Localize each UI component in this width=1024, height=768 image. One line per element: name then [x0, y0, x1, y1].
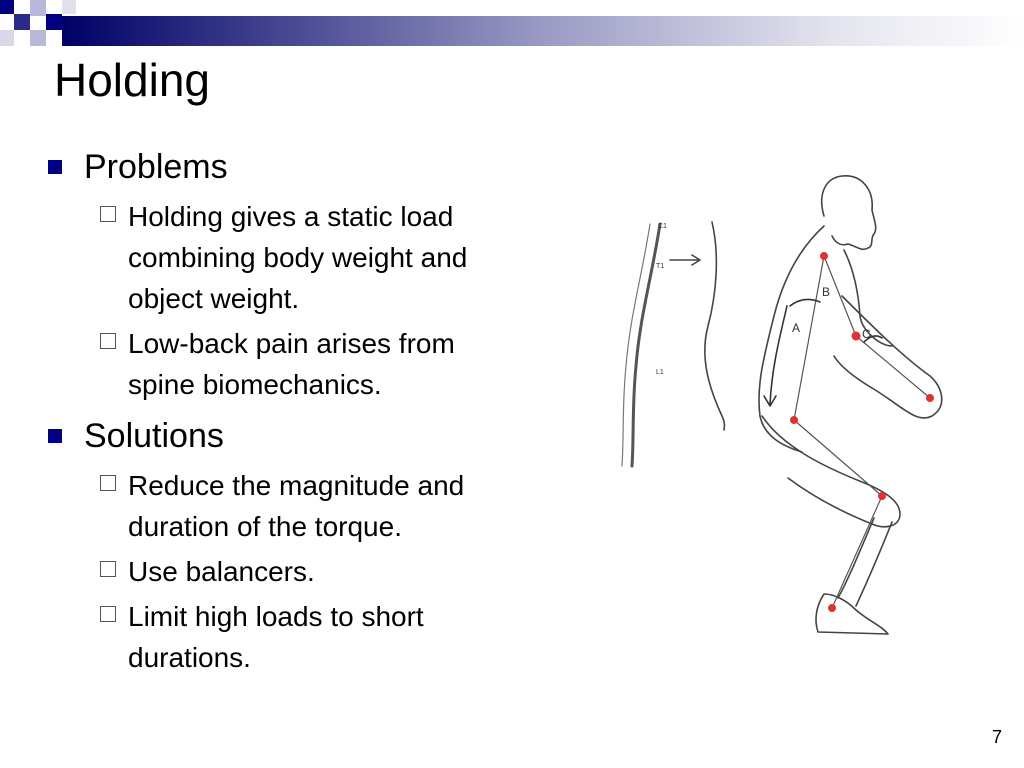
deco-square — [14, 14, 30, 30]
sub-bullet-line: spine biomechanics. — [128, 369, 382, 400]
square-bullet-icon — [48, 429, 62, 443]
hollow-square-bullet-icon — [100, 475, 116, 491]
sub-bullet — [46, 596, 566, 678]
deco-square — [30, 30, 46, 46]
bullet-label: Problems — [84, 148, 228, 186]
top-decoration — [0, 0, 1024, 46]
shank-outline — [838, 518, 892, 606]
angle-label-c: C — [862, 327, 871, 341]
thigh-outline — [762, 416, 900, 527]
angle-label-a: A — [792, 321, 801, 335]
sub-bullet — [46, 551, 566, 592]
spine-illustration — [622, 224, 660, 466]
bullet-problems — [46, 142, 566, 192]
page-number: 7 — [991, 727, 1002, 747]
bullet-label: Solutions — [84, 417, 224, 455]
sub-bullet-line: duration of the torque. — [128, 511, 402, 542]
spine-label-l1: L1 — [656, 369, 664, 376]
sub-bullet-line: Holding gives a static load — [128, 201, 454, 232]
square-bullet-icon — [48, 160, 62, 174]
sub-bullet-line: Low-back pain arises from — [128, 328, 455, 359]
back-outline — [705, 222, 725, 430]
sub-bullet-line: Limit high loads to short — [128, 601, 424, 632]
title-band — [62, 16, 1024, 46]
hollow-square-bullet-icon — [100, 561, 116, 577]
sub-bullet-line: object weight. — [128, 283, 300, 314]
joint-markers — [791, 253, 934, 612]
spine-label-t1: T1 — [656, 263, 665, 270]
sub-bullet-line: combining body weight and — [128, 242, 468, 273]
bullet-solutions — [46, 411, 566, 461]
arm-outline — [834, 296, 942, 418]
spine-label-c1: C1 — [658, 223, 667, 230]
deco-square — [30, 0, 46, 16]
deco-square — [0, 30, 14, 46]
sub-bullet — [46, 465, 566, 547]
slide-title: Holding — [54, 54, 210, 106]
sub-bullet-line: Use balancers. — [128, 556, 315, 587]
foot-outline — [816, 594, 888, 634]
sub-bullet-line: durations. — [128, 642, 251, 673]
squatting-posture-figure — [612, 166, 962, 656]
head-outline — [822, 176, 876, 250]
hollow-square-bullet-icon — [100, 333, 116, 349]
bullet-list — [46, 142, 566, 678]
deco-square — [62, 0, 76, 14]
deco-square — [0, 0, 14, 14]
hollow-square-bullet-icon — [100, 606, 116, 622]
sub-bullet-line: Reduce the magnitude and — [128, 470, 465, 501]
deco-square — [46, 14, 62, 30]
angle-label-b: B — [822, 285, 831, 299]
sub-bullet — [46, 196, 566, 319]
sub-bullet — [46, 323, 566, 405]
hollow-square-bullet-icon — [100, 206, 116, 222]
